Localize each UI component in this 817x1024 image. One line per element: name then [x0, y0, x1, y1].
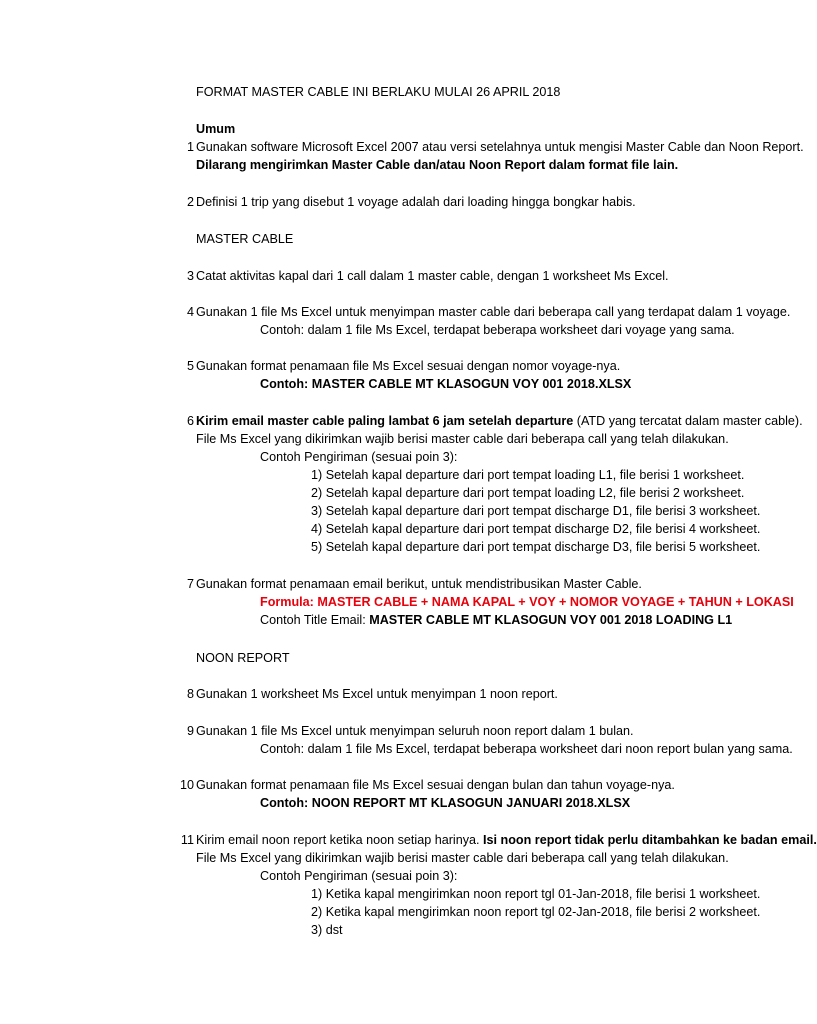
item-2-text: Definisi 1 trip yang disebut 1 voyage adalah dari loading hingga bongkar habis.: [196, 195, 636, 209]
item-6-number: 6: [186, 414, 194, 428]
item-7-formula: Formula: MASTER CABLE + NAMA KAPAL + VOY + NOMOR VOYAGE + TAHUN + LOKASI: [260, 595, 794, 609]
item-7-example: [260, 611, 732, 629]
item-5-number: 5: [186, 359, 194, 373]
item-5-text: Gunakan format penamaan file Ms Excel sesuai dengan nomor voyage-nya.: [196, 359, 621, 373]
item-6-example-label: Contoh Pengiriman (sesuai poin 3):: [260, 450, 458, 464]
section-umum-heading: Umum: [196, 122, 236, 136]
item-4-number: 4: [186, 305, 194, 319]
document-title: FORMAT MASTER CABLE INI BERLAKU MULAI 26 APRIL 2018: [196, 85, 561, 99]
item-11-text-2: File Ms Excel yang dikirimkan wajib berisi master cable dari beberapa call yang telah dilakukan.: [196, 851, 729, 865]
item-6-step-5: 5) Setelah kapal departure dari port tempat discharge D3, file berisi 5 worksheet.: [311, 540, 761, 554]
item-6-text-2: File Ms Excel yang dikirimkan wajib berisi master cable dari beberapa call yang telah dilakukan.: [196, 432, 729, 446]
item-9-number: 9: [186, 724, 194, 738]
item-1-number: 1: [186, 140, 194, 154]
item-11-text: [196, 831, 817, 849]
item-10-number: 10: [179, 778, 194, 792]
item-1-text: Gunakan software Microsoft Excel 2007 atau versi setelahnya untuk mengisi Master Cable dan Noon Report.: [196, 140, 804, 154]
item-11-step-1: 1) Ketika kapal mengirimkan noon report tgl 01-Jan-2018, file berisi 1 worksheet.: [311, 887, 761, 901]
item-11-text-bold: Isi noon report tidak perlu ditambahkan ke badan email.: [483, 833, 817, 847]
item-4-text: Gunakan 1 file Ms Excel untuk menyimpan master cable dari beberapa call yang terdapat dalam 1 voyage.: [196, 305, 791, 319]
item-6-text: [196, 412, 803, 430]
item-8-text: Gunakan 1 worksheet Ms Excel untuk menyimpan 1 noon report.: [196, 687, 558, 701]
item-6-step-3: 3) Setelah kapal departure dari port tempat discharge D1, file berisi 3 worksheet.: [311, 504, 761, 518]
item-6-text-bold: Kirim email master cable paling lambat 6 jam setelah departure: [196, 414, 574, 428]
item-6-text-rest: (ATD yang tercatat dalam master cable).: [573, 414, 803, 428]
item-6-step-2: 2) Setelah kapal departure dari port tempat loading L2, file berisi 2 worksheet.: [311, 486, 745, 500]
item-3-text: Catat aktivitas kapal dari 1 call dalam 1 master cable, dengan 1 worksheet Ms Excel.: [196, 269, 669, 283]
item-3-number: 3: [186, 269, 194, 283]
item-7-example-value: MASTER CABLE MT KLASOGUN VOY 001 2018 LOADING L1: [369, 613, 733, 627]
item-6-step-4: 4) Setelah kapal departure dari port tempat discharge D2, file berisi 4 worksheet.: [311, 522, 761, 536]
item-10-example: Contoh: NOON REPORT MT KLASOGUN JANUARI 2018.XLSX: [260, 796, 631, 810]
item-5-example: Contoh: MASTER CABLE MT KLASOGUN VOY 001 2018.XLSX: [260, 377, 632, 391]
item-7-example-prefix: Contoh Title Email:: [260, 613, 370, 627]
item-8-number: 8: [186, 687, 194, 701]
section-noon-report-heading: NOON REPORT: [196, 651, 290, 665]
item-11-step-3: 3) dst: [311, 923, 343, 937]
item-9-text: Gunakan 1 file Ms Excel untuk menyimpan seluruh noon report dalam 1 bulan.: [196, 724, 634, 738]
item-2-number: 2: [186, 195, 194, 209]
item-11-number: 11: [180, 833, 194, 847]
item-7-text: Gunakan format penamaan email berikut, untuk mendistribusikan Master Cable.: [196, 577, 642, 591]
section-master-cable-heading: MASTER CABLE: [196, 232, 294, 246]
item-7-number: 7: [186, 577, 194, 591]
item-11-step-2: 2) Ketika kapal mengirimkan noon report tgl 02-Jan-2018, file berisi 2 worksheet.: [311, 905, 761, 919]
item-6-step-1: 1) Setelah kapal departure dari port tempat loading L1, file berisi 1 worksheet.: [311, 468, 745, 482]
item-10-text: Gunakan format penamaan file Ms Excel sesuai dengan bulan dan tahun voyage-nya.: [196, 778, 675, 792]
item-4-example: Contoh: dalam 1 file Ms Excel, terdapat beberapa worksheet dari voyage yang sama.: [260, 323, 735, 337]
item-9-example: Contoh: dalam 1 file Ms Excel, terdapat beberapa worksheet dari noon report bulan yang sama.: [260, 742, 793, 756]
item-11-example-label: Contoh Pengiriman (sesuai poin 3):: [260, 869, 458, 883]
item-1-text-2: Dilarang mengirimkan Master Cable dan/atau Noon Report dalam format file lain.: [196, 158, 679, 172]
item-11-text-rest: Kirim email noon report ketika noon setiap harinya.: [196, 833, 484, 847]
